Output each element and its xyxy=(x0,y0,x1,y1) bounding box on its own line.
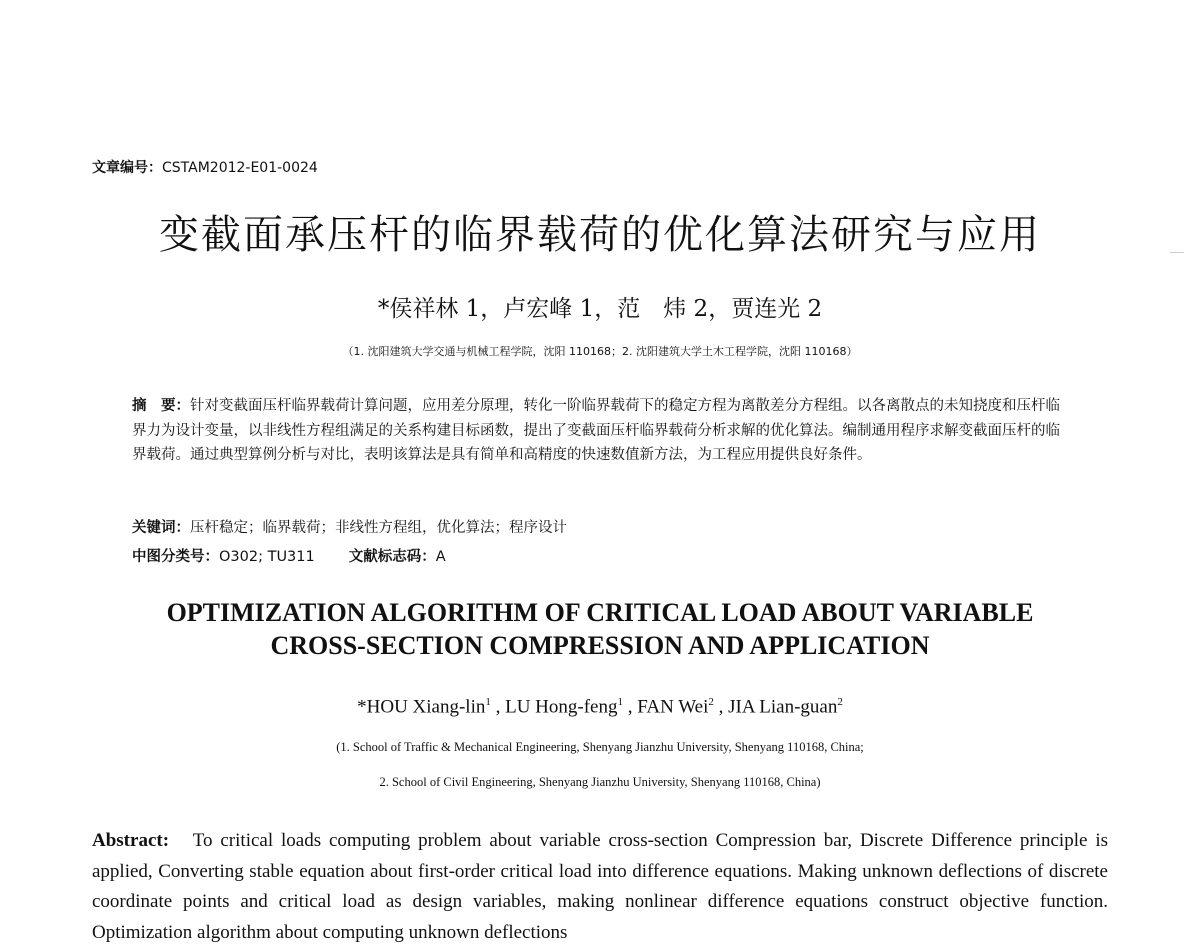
article-number xyxy=(92,157,318,177)
chinese-affiliation: （1. 沈阳建筑大学交通与机械工程学院，沈阳 110168；2. 沈阳建筑大学土木工程学院，沈阳 110168） xyxy=(342,345,858,358)
chinese-title: 变截面承压杆的临界载荷的优化算法研究与应用 xyxy=(159,212,1041,258)
author-affiliation-mark: 1 xyxy=(485,696,491,708)
chinese-abstract-label: 摘 要： xyxy=(132,398,190,414)
english-abstract-text: To critical loads computing problem about variable cross-section Compression bar, Discrete Difference principle is applied, Converting stable equation about first-order critical load into difference equations. Making unknown deflections of discrete coordinate points and critical load as design variables, making nonlinear difference equations construct objective function. Optimization algorithm about computing unknown deflections xyxy=(92,830,1108,943)
doc-code-value: A xyxy=(435,549,446,565)
author-affiliation-mark: 2 xyxy=(837,696,843,708)
clc-label: 中图分类号： xyxy=(132,549,219,565)
page-edge-mark xyxy=(1170,252,1184,253)
clc-value: O302; TU311 xyxy=(219,549,315,565)
english-title xyxy=(0,596,1200,662)
english-authors: *HOU Xiang-lin$^1$ , LU Hong-feng$^1$ , FAN Wei$^2$ , JIA Lian-guan$^2$ xyxy=(357,696,843,718)
english-affiliation-line-1: (1. School of Traffic & Mechanical Engineering, Shenyang Jianzhu University, Shenyang 110168, China; xyxy=(336,740,864,754)
author-affiliation-mark: 1 xyxy=(617,696,623,708)
english-affiliation-line-2: 2. School of Civil Engineering, Shenyang Jianzhu University, Shenyang 110168, China) xyxy=(379,775,821,789)
chinese-authors: *侯祥林 1，卢宏峰 1，范 炜 2，贾连光 2 xyxy=(377,296,823,322)
keywords-value: 压杆稳定；临界载荷；非线性方程组，优化算法；程序设计 xyxy=(190,520,567,536)
author-name: FAN Wei xyxy=(637,696,709,718)
classification-line xyxy=(132,545,1062,566)
article-number-label: 文章编号： xyxy=(92,160,162,176)
author-affiliation-mark: 2 xyxy=(708,696,714,708)
english-abstract xyxy=(92,826,1108,948)
keywords-label: 关键词： xyxy=(132,520,190,536)
english-abstract-label: Abstract: xyxy=(92,830,170,851)
chinese-abstract xyxy=(132,394,1062,468)
author-name: JIA Lian-guan xyxy=(728,696,838,718)
chinese-abstract-text: 针对变截面压杆临界载荷计算问题，应用差分原理，转化一阶临界载荷下的稳定方程为离散差分方程组。以各离散点的未知挠度和压杆临界力为设计变量，以非线性方程组满足的关系构建目标函数，提出了变截面压杆临界载荷分析求解的优化算法。编制通用程序求解变截面压杆的临界载荷。通过典型算例分析与对比，表明该算法是具有简单和高精度的快速数值新方法，为工程应用提供良好条件。 xyxy=(132,398,1060,463)
author-name: *HOU Xiang-lin xyxy=(357,696,486,718)
english-title-line-1: OPTIMIZATION ALGORITHM OF CRITICAL LOAD ABOUT VARIABLE xyxy=(166,598,1034,627)
english-title-line-2: CROSS-SECTION COMPRESSION AND APPLICATION xyxy=(270,631,930,660)
doc-code-label: 文献标志码： xyxy=(348,549,436,565)
article-number-value: CSTAM2012-E01-0024 xyxy=(162,160,318,176)
chinese-keywords xyxy=(132,516,1062,537)
author-name: LU Hong-feng xyxy=(505,696,618,718)
